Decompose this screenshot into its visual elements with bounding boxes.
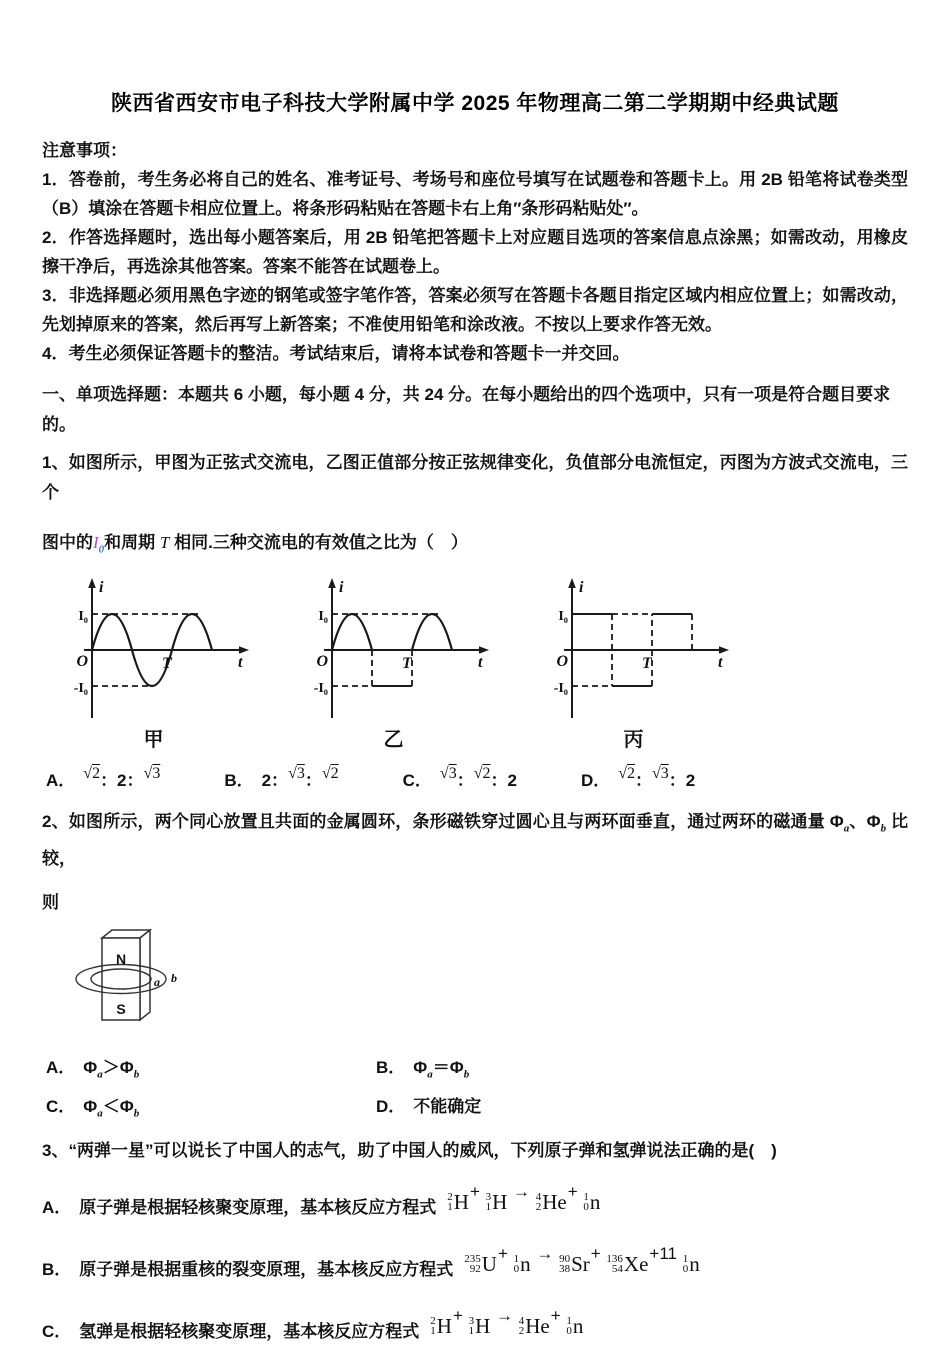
question-3-stem: 3、“两弹一星”可以说长了中国人的志气，助了中国人的威风，下列原子弹和氢弹说法正确的是( )	[42, 1140, 777, 1160]
option-label: B．	[42, 1260, 72, 1280]
option-value: √2：2：√3	[83, 765, 161, 791]
magnet-north-label: N	[115, 950, 127, 967]
option-label: A．	[46, 771, 76, 791]
x-axis-label: t	[478, 654, 483, 672]
option-label: A．	[46, 1057, 76, 1077]
question-2-options	[46, 1053, 908, 1120]
origin-label: O	[556, 653, 568, 671]
nuclear-equation: 2 1 H + 3 1 H → 4 2 He + 1 0 n	[430, 1306, 584, 1338]
option-label: D．	[580, 771, 611, 791]
waveform-figure-bing	[534, 574, 734, 752]
q1-option-d	[581, 766, 695, 791]
bar-magnet-with-rings	[54, 922, 214, 1034]
figure-caption-yi: 乙	[383, 729, 405, 752]
q2-option-d	[376, 1092, 908, 1119]
amplitude-bottom-label: -I₀	[553, 681, 568, 697]
figure-caption-jia: 甲	[143, 729, 165, 752]
y-axis-label: i	[99, 579, 104, 597]
option-label: C．	[42, 1322, 72, 1342]
q3-option-b	[42, 1246, 908, 1290]
notice-item-3: 3．非选择题必须用黑色字迹的钢笔或签字笔作答，答案必须写在答题卡各题目指定区域内相应位置上；如需改动，先划掉原来的答案，然后再写上新答案；不准使用铅笔和涂改液。不按以上要求作答无效。	[42, 286, 908, 334]
option-label: D．	[376, 1097, 406, 1117]
question-1-stem-line2: 图中的$I_0$和周期 T 相同.三种交流电的有效值之比为（ ）	[42, 533, 468, 556]
question-1-figures-row	[54, 574, 908, 752]
option-value: √2：√3：2	[618, 765, 696, 791]
origin-label: O	[76, 653, 88, 671]
option-label: C．	[46, 1097, 76, 1117]
sine-wave-plot	[54, 574, 254, 722]
notice-item-1: 1．答卷前，考生务必将自己的姓名、准考证号、考场号和座位号填写在试题卷和答题卡上。用 2B 铅笔将试卷类型（B）填涂在答题卡相应位置上。将条形码粘贴在答题卡右上角″条形码粘贴处″。	[42, 170, 908, 218]
figure-caption-bing: 丙	[623, 729, 645, 752]
inner-ring-label: a	[154, 974, 160, 989]
option-value: √3：√2：2	[439, 765, 517, 791]
q1-option-a	[46, 766, 160, 791]
q2-option-b	[376, 1053, 908, 1080]
amplitude-bottom-label: -I₀	[313, 681, 328, 697]
origin-label: O	[316, 653, 328, 671]
nuclear-equation: 2 1 H + 3 1 H → 4 2 He + 1 0 n	[447, 1182, 601, 1214]
q1-option-b	[224, 766, 338, 791]
option-text: 原子弹是根据轻核聚变原理，基本核反应方程式	[79, 1198, 437, 1218]
notice-heading: 注意事项：	[42, 141, 127, 160]
question-1-stem-line1: 1、如图所示，甲图为正弦式交流电，乙图正值部分按正弦规律变化，负值部分电流恒定，丙图为方波式交流电，三个	[42, 453, 908, 502]
amplitude-bottom-label: -I₀	[73, 681, 88, 697]
option-label: B．	[224, 771, 254, 791]
y-axis-label: i	[339, 579, 344, 597]
q3-option-c	[42, 1308, 908, 1352]
option-label: C．	[402, 771, 432, 791]
x-axis-label: t	[718, 654, 723, 672]
option-value: 2：√3：√2	[261, 765, 339, 791]
question-2-stem: 2、如图所示，两个同心放置且共面的金属圆环，条形磁铁穿过圆心且与两环面垂直，通过两环的磁通量 $\Phi_a$、$\Phi_b$ 比较，	[42, 812, 908, 868]
option-label: B．	[376, 1057, 406, 1077]
notice-item-2: 2．作答选择题时，选出每小题答案后，用 2B 铅笔把答题卡上对应题目选项的答案信息点涂黑；如需改动，用橡皮擦干净后，再选涂其他答案。答案不能答在试题卷上。	[42, 228, 908, 276]
question-2-stem-line2: 则	[42, 892, 59, 912]
q2-option-a	[46, 1053, 376, 1080]
q3-option-a	[42, 1184, 908, 1228]
outer-ring-label: b	[171, 970, 177, 985]
option-value: $\Phi_a>\Phi_b$	[83, 1057, 140, 1081]
amplitude-top-label: I₀	[558, 609, 568, 625]
half-sine-wave-plot	[294, 574, 494, 722]
option-value: $\Phi_a<\Phi_b$	[83, 1097, 140, 1120]
option-value: 不能确定	[413, 1097, 482, 1117]
amplitude-top-label: I₀	[318, 609, 328, 625]
magnet-south-label: S	[116, 1000, 126, 1017]
section-1-heading: 一、单项选择题：本题共 6 小题，每小题 4 分，共 24 分。在每小题给出的四个选项中，只有一项是符合题目要求的。	[42, 385, 891, 434]
period-label: T	[402, 655, 412, 673]
option-label: A．	[42, 1198, 72, 1218]
notice-item-4: 4．考生必须保证答题卡的整洁。考试结束后，请将本试卷和答题卡一并交回。	[42, 344, 630, 363]
page-title: 陕西省西安市电子科技大学附属中学 2025 年物理高二第二学期期中经典试题	[111, 92, 839, 115]
option-value: $\Phi_a=\Phi_b$	[413, 1057, 470, 1081]
q1-option-c	[403, 766, 517, 791]
option-text: 原子弹是根据重核的裂变原理，基本核反应方程式	[79, 1260, 454, 1280]
square-wave-plot	[534, 574, 734, 722]
waveform-figure-yi	[294, 574, 494, 752]
y-axis-label: i	[579, 579, 584, 597]
waveform-figure-jia	[54, 574, 254, 752]
nuclear-equation: 235 92 U + 1 0 n → 90 38 Sr + 136 54 Xe +11 1 0 n	[464, 1244, 700, 1276]
q2-option-c	[46, 1092, 376, 1119]
amplitude-top-label: I₀	[78, 609, 88, 625]
option-text: 氢弹是根据轻核聚变原理，基本核反应方程式	[79, 1322, 420, 1342]
x-axis-label: t	[238, 654, 243, 672]
period-label: T	[162, 655, 172, 673]
period-label: T	[642, 655, 652, 673]
question-1-options	[46, 766, 908, 791]
bar-magnet-figure	[54, 922, 214, 1039]
